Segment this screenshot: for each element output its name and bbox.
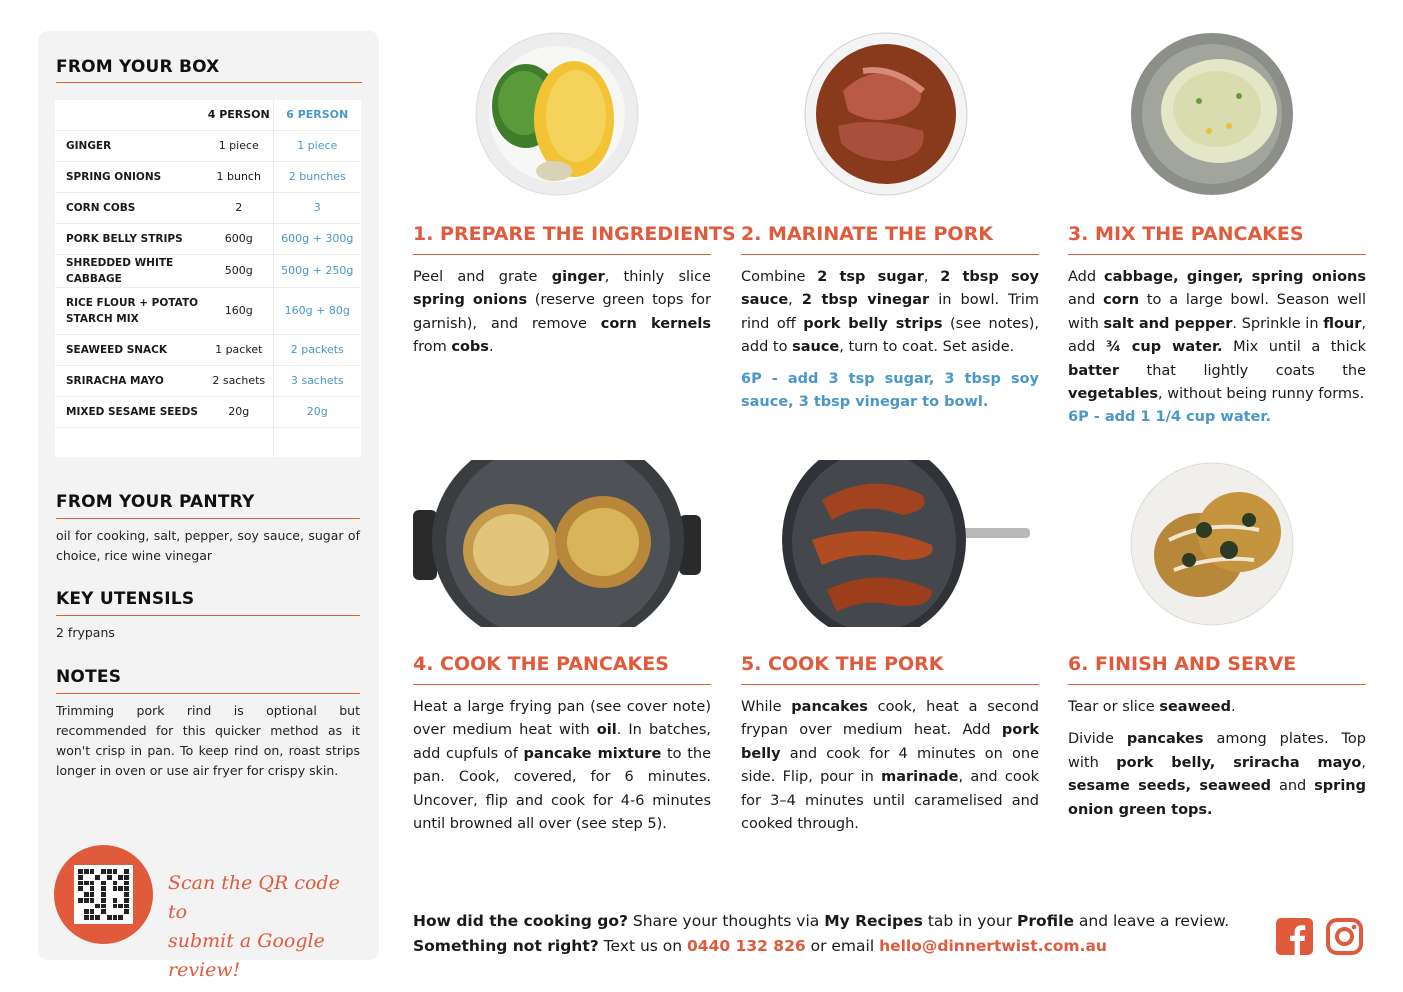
text-run: pancakes <box>1126 731 1204 748</box>
notes-text: Trimming pork rind is optional but recommended for this quicker method as it won't crisp in pan. To keep rind on, roast strips longer in oven or use air fryer for crispy skin. <box>56 703 360 778</box>
text-run: How did the cooking go? <box>413 912 628 930</box>
qty-6-person: 20g <box>273 396 361 427</box>
text-run: 2 tbsp soy sauce <box>741 269 1039 309</box>
footer-line-contact <box>413 934 1229 959</box>
text-run: , thinly slice <box>604 269 711 285</box>
step-2-instructions <box>741 266 1039 414</box>
qty-6-person: 2 packets <box>273 334 361 365</box>
step-3-six-person-note: 6P - add 1 1/4 cup water. <box>1068 409 1271 426</box>
text-run: . <box>488 339 494 356</box>
step-3-photo <box>1129 31 1295 197</box>
divider <box>1068 684 1366 685</box>
table-row <box>55 254 361 287</box>
text-run: cobs <box>451 339 489 356</box>
divider <box>413 684 711 685</box>
table-row <box>55 365 361 396</box>
qty-6-person: 2 bunches <box>273 161 361 192</box>
utensils-text: 2 frypans <box>56 625 115 640</box>
col-6-person: 6 PERSON <box>273 100 361 130</box>
qr-code-icon[interactable] <box>74 865 133 924</box>
step-5-photo <box>782 460 1030 627</box>
text-run: Mix until a thick <box>1222 339 1366 356</box>
facebook-icon[interactable] <box>1276 918 1313 955</box>
text-run: . <box>1231 699 1236 715</box>
divider <box>741 684 1039 685</box>
table-row <box>55 334 361 365</box>
notes-title: NOTES <box>56 667 122 687</box>
text-run: and cook for 4 minutes on one side. Flip, pour in <box>741 745 1039 786</box>
qty-6-person: 3 <box>273 192 361 223</box>
text-run: Tear or slice <box>1068 699 1160 715</box>
divider <box>413 254 711 255</box>
divider <box>56 693 360 694</box>
text-run: ginger <box>551 269 605 285</box>
text-run: spring onion green tops. <box>1068 778 1366 818</box>
qty-4-person: 1 bunch <box>205 161 273 192</box>
text-run: pork belly <box>741 722 1039 762</box>
step-5-instructions <box>741 696 1039 836</box>
text-run: and <box>1068 292 1104 309</box>
step-2-photo <box>803 31 969 197</box>
key-utensils-title: KEY UTENSILS <box>56 589 195 609</box>
text-run: sesame seeds, seaweed <box>1068 778 1272 795</box>
text-run: , turn to coat. Set aside. <box>839 339 1015 356</box>
qty-4-person: 500g <box>205 254 273 287</box>
text-run: corn kernels <box>600 315 711 332</box>
text-run: pancakes <box>791 699 868 715</box>
contact-link[interactable]: hello@dinnertwist.com.au <box>879 937 1107 955</box>
step-3-title: 3. MIX THE PANCAKES <box>1068 223 1304 245</box>
qty-6-person: 160g + 80g <box>273 287 361 334</box>
text-run: from <box>413 339 452 356</box>
instagram-icon[interactable] <box>1326 918 1363 955</box>
text-run: to the pan. Cook, covered, for 6 minutes. Uncover, flip and cook for 4-6 minutes until browned all over (see step 5). <box>413 745 711 833</box>
ingredient-name: CORN COBS <box>55 192 205 223</box>
qty-4-person: 1 piece <box>205 130 273 161</box>
table-row <box>55 161 361 192</box>
text-run: 2 tbsp vinegar <box>801 292 930 309</box>
pantry-text: oil for cooking, salt, pepper, soy sauce, sugar of choice, rice wine vinegar <box>56 528 360 563</box>
text-run: , without being runny forms. <box>1158 386 1365 403</box>
text-run: marinade <box>881 769 959 786</box>
qty-6-person: 3 sachets <box>273 365 361 396</box>
divider <box>1068 254 1366 255</box>
divider <box>56 615 360 616</box>
divider <box>741 254 1039 255</box>
ingredient-name: GINGER <box>55 130 205 161</box>
col-4-person: 4 PERSON <box>205 100 273 130</box>
step-4-photo <box>413 460 701 627</box>
step-6-title: 6. FINISH AND SERVE <box>1068 653 1297 675</box>
ingredient-name: RICE FLOUR + POTATO STARCH MIX <box>55 287 205 334</box>
text-run: pork belly strips <box>803 315 943 332</box>
text-run: , and cook for 3–4 minutes until caramelised and cooked through. <box>741 769 1039 833</box>
step-5-title: 5. COOK THE PORK <box>741 653 944 675</box>
text-run: cook, heat a second frypan over medium heat. Add <box>741 699 1040 739</box>
text-run: vegetables <box>1068 386 1159 403</box>
step-6-photo <box>1129 460 1295 627</box>
step-1-title: 1. PREPARE THE INGREDIENTS <box>413 223 736 245</box>
qty-6-person: 1 piece <box>273 130 361 161</box>
ingredient-name: SRIRACHA MAYO <box>55 365 205 396</box>
text-run: tab in your <box>922 912 1018 930</box>
text-run: (reserve green tops for garnish), and remove <box>413 292 711 332</box>
text-run: Combine <box>741 269 818 285</box>
text-run: , <box>788 292 802 309</box>
text-run: My Recipes <box>824 912 923 930</box>
step-3-instructions <box>1068 266 1366 430</box>
text-run: Text us on <box>598 937 688 955</box>
text-run: Profile <box>1017 912 1074 930</box>
footer <box>413 909 1229 959</box>
qty-6-person: 500g + 250g <box>273 254 361 287</box>
qr-caption-line2: submit a Google review! <box>168 930 325 981</box>
text-run: Peel and grate <box>413 269 552 285</box>
table-row <box>55 223 361 254</box>
text-run: . Sprinkle in <box>1232 315 1324 332</box>
text-run: pork belly, sriracha mayo <box>1116 754 1362 771</box>
ingredient-name: SPRING ONIONS <box>55 161 205 192</box>
step-2-title: 2. MARINATE THE PORK <box>741 223 993 245</box>
table-row <box>55 130 361 161</box>
from-your-pantry-title: FROM YOUR PANTRY <box>56 492 255 512</box>
ingredient-name: PORK BELLY STRIPS <box>55 223 205 254</box>
sidebar <box>38 31 379 981</box>
text-run: , add <box>1068 315 1366 356</box>
text-run: corn <box>1103 292 1140 309</box>
step-6-instructions <box>1068 696 1366 822</box>
step-1-instructions <box>413 266 711 360</box>
text-run: , <box>1361 754 1366 771</box>
text-run: Something not right? <box>413 937 599 955</box>
qty-4-person: 160g <box>205 287 273 334</box>
table-row <box>55 287 361 334</box>
text-run: , <box>923 269 941 285</box>
qty-4-person: 20g <box>205 396 273 427</box>
text-run: among plates. Top with <box>1068 731 1366 771</box>
text-run: that lightly coats the <box>1119 362 1366 379</box>
text-run: Share your thoughts via <box>627 912 825 930</box>
text-run: . In batches, add cupfuls of <box>413 722 711 762</box>
qty-4-person: 1 packet <box>205 334 273 365</box>
step-4-instructions <box>413 696 711 836</box>
text-run: ¾ cup water. <box>1105 339 1223 356</box>
ingredient-name: SEAWEED SNACK <box>55 334 205 365</box>
text-run: in bowl. Trim rind off <box>741 292 1039 332</box>
from-your-box-title: FROM YOUR BOX <box>56 57 220 77</box>
text-run: sauce <box>792 339 840 356</box>
footer-line-review <box>413 909 1229 934</box>
table-spacer <box>55 427 361 457</box>
qr-code-badge[interactable] <box>54 845 153 944</box>
text-run: Add <box>1068 269 1104 285</box>
text-run: and <box>1271 778 1315 795</box>
qty-4-person: 600g <box>205 223 273 254</box>
text-run: pancake mixture <box>523 745 662 762</box>
text-run: 2 tsp sugar <box>817 269 924 285</box>
table-header <box>55 100 361 130</box>
qr-caption <box>168 869 363 985</box>
table-row <box>55 192 361 223</box>
ingredient-name: MIXED SESAME SEEDS <box>55 396 205 427</box>
text-run: or email <box>805 937 880 955</box>
ingredients-table <box>55 100 361 457</box>
text-run: seaweed <box>1159 699 1232 715</box>
text-run: (see notes), add to <box>741 315 1040 356</box>
step-2-six-person-note: 6P - add 3 tsp sugar, 3 tbsp soy sauce, 3 tbsp vinegar to bowl. <box>741 370 1039 411</box>
divider <box>56 518 360 519</box>
qr-caption-line1: Scan the QR code to <box>168 872 340 923</box>
step-4-title: 4. COOK THE PANCAKES <box>413 653 669 675</box>
qty-6-person: 600g + 300g <box>273 223 361 254</box>
contact-link[interactable]: 0440 132 826 <box>687 937 806 955</box>
step-1-photo <box>474 31 640 197</box>
text-run: batter <box>1068 362 1120 379</box>
text-run: flour <box>1323 315 1362 332</box>
text-run: and leave a review. <box>1073 912 1230 930</box>
text-run: spring onions <box>413 292 528 309</box>
text-run: Heat a large frying pan (see cover note) over medium heat with <box>413 699 711 739</box>
ingredient-name: SHREDDED WHITE CABBAGE <box>55 254 205 287</box>
text-run: cabbage, ginger, spring onions <box>1103 269 1366 285</box>
text-run: Divide <box>1068 731 1127 748</box>
text-run: to a large bowl. Season well with <box>1068 292 1366 332</box>
divider <box>56 82 362 83</box>
text-run: salt and pepper <box>1103 315 1233 332</box>
table-row <box>55 396 361 427</box>
qty-4-person: 2 sachets <box>205 365 273 396</box>
text-run: While <box>741 699 792 715</box>
qty-4-person: 2 <box>205 192 273 223</box>
text-run: oil <box>596 722 617 739</box>
